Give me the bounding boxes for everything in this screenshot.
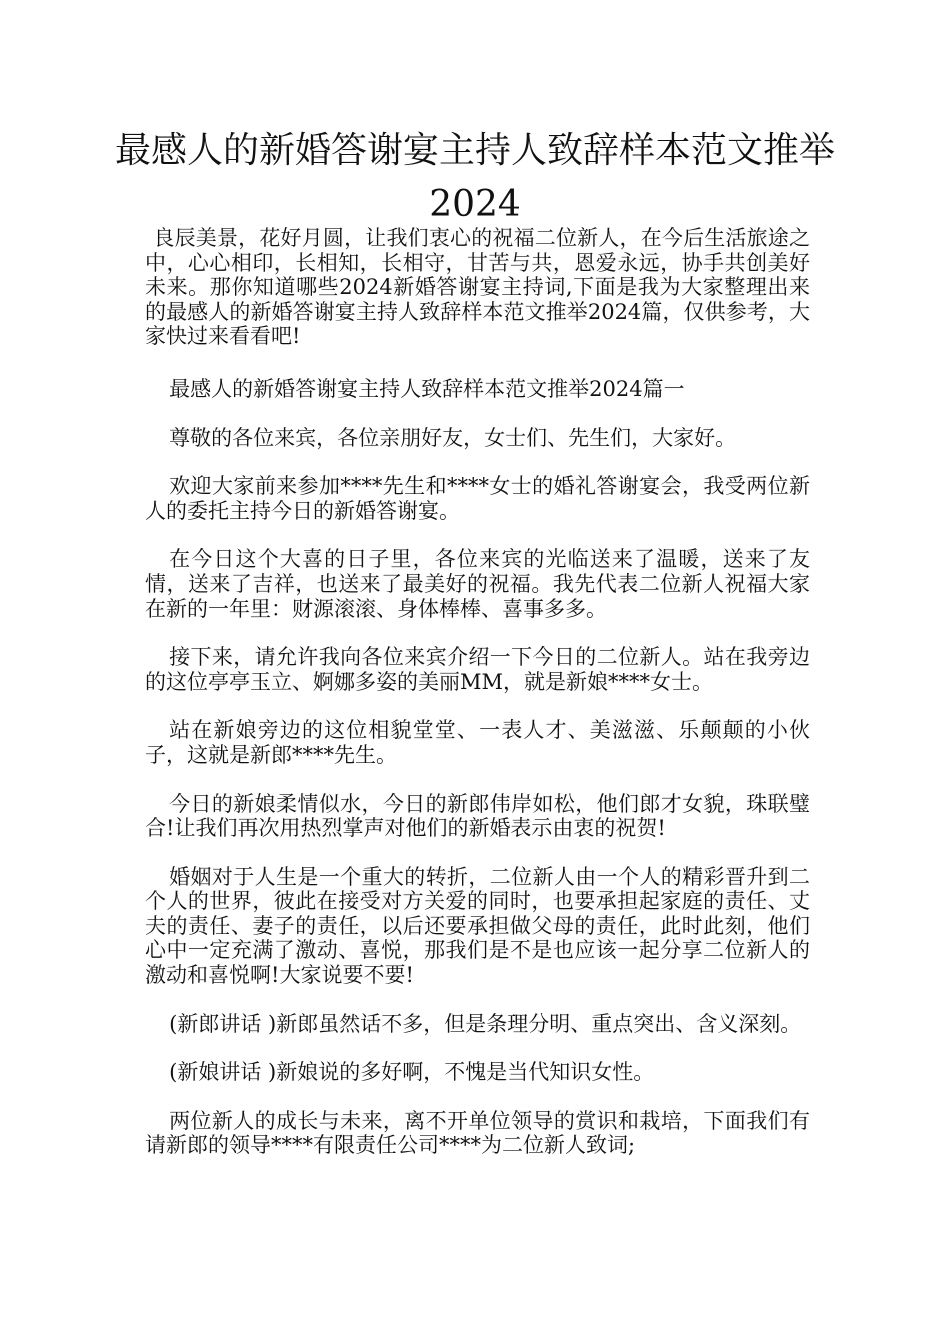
section-heading: 最感人的新婚答谢宴主持人致辞样本范文推举2024篇一: [169, 376, 685, 401]
body-paragraph: 两位新人的成长与未来，离不开单位领导的赏识和栽培，下面我们有请新郎的领导****有限责任公司****为二位新人致词;: [145, 1108, 810, 1158]
body-paragraph: 欢迎大家前来参加****先生和****女士的婚礼答谢宴会，我受两位新人的委托主持今日的新婚答谢宴。: [145, 474, 810, 523]
body-paragraph: 接下来，请允许我向各位来宾介绍一下今日的二位新人。站在我旁边的这位亭亭玉立、婀娜多姿的美丽MM，就是新娘****女士。: [145, 645, 810, 694]
intro-paragraph: 良辰美景，花好月圆，让我们衷心的祝福二位新人，在今后生活旅途之中，心心相印，长相知，长相守，甘苦与共，恩爱永远，协手共创美好未来。那你知道哪些2024新婚答谢宴主持词,下面是我为大家整理出来的最感人的新婚答谢宴主持人致辞样本范文推举2024篇，仅供参考，大家快过来看看吧!: [145, 226, 810, 349]
body-paragraph: 尊敬的各位来宾，各位亲朋好友，女士们、先生们，大家好。: [169, 425, 737, 450]
body-paragraph: 在今日这个大喜的日子里，各位来宾的光临送来了温暖，送来了友情，送来了吉祥，也送来了最美好的祝福。我先代表二位新人祝福大家在新的一年里：财源滚滚、身体棒棒、喜事多多。: [145, 547, 810, 621]
body-paragraph: 婚姻对于人生是一个重大的转折，二位新人由一个人的精彩晋升到二个人的世界，彼此在接受对方关爱的同时，也要承担起家庭的责任、丈夫的责任、妻子的责任，以后还要承担做父母的责任，此时此刻，他们心中一定充满了激动、喜悦，那我们是不是也应该一起分享二位新人的激动和喜悦啊!大家说要不要!: [145, 864, 810, 988]
body-paragraph: 今日的新娘柔情似水，今日的新郎伟岸如松，他们郎才女貌，珠联璧合!让我们再次用热烈掌声对他们的新婚表示由衷的祝贺!: [145, 791, 810, 841]
body-paragraph: (新郎讲话 )新郎虽然话不多，但是条理分明、重点突出、含义深刻。: [169, 1011, 802, 1036]
document-body: [145, 226, 810, 1158]
body-paragraph: 站在新娘旁边的这位相貌堂堂、一表人才、美滋滋、乐颠颠的小伙子，这就是新郎****先生。: [145, 718, 810, 767]
document-title: 最感人的新婚答谢宴主持人致辞样本范文推举2024: [114, 130, 835, 225]
body-paragraph: (新娘讲话 )新娘说的多好啊，不愧是当代知识女性。: [169, 1060, 655, 1085]
